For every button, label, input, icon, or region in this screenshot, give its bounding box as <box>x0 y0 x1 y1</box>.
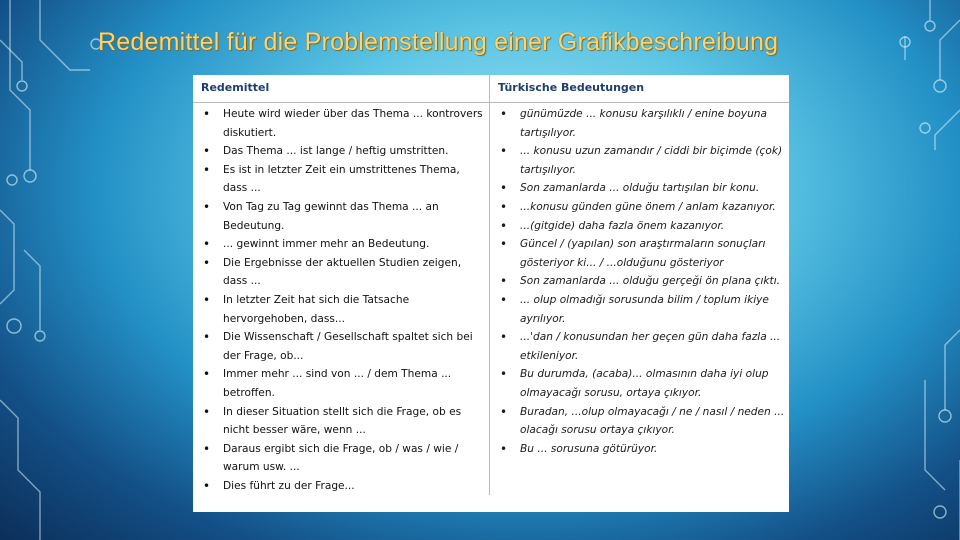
header-turkish-meanings: Türkische Bedeutungen <box>490 75 790 103</box>
list-item: • günümüzde ... konusu karşılıklı / enine boyuna tartışılıyor. <box>490 105 789 142</box>
list-item: • ...'dan / konusundan her geçen gün daha fazla ... etkileniyor. <box>490 328 789 365</box>
list-item: • In dieser Situation stellt sich die Frage, ob es nicht besser wäre, wenn ... <box>193 403 489 440</box>
list-item: • Son zamanlarda ... olduğu tartışılan bir konu. <box>490 179 789 198</box>
list-item: • Bu durumda, (acaba)... olmasının daha iyi olup olmayacağı sorusu, ortaya çıkıyor. <box>490 365 789 402</box>
phrase-table <box>193 75 789 512</box>
list-item: • Daraus ergibt sich die Frage, ob / was / wie / warum usw. ... <box>193 440 489 477</box>
table-body-row <box>193 103 789 496</box>
list-item: • ... konusu uzun zamandır / ciddi bir biçimde (çok) tartışılıyor. <box>490 142 789 179</box>
list-item: • Von Tag zu Tag gewinnt das Thema ... an Bedeutung. <box>193 198 489 235</box>
list-item: • Heute wird wieder über das Thema ... kontrovers diskutiert. <box>193 105 489 142</box>
redemittel-table <box>193 75 789 495</box>
list-item: • ... gewinnt immer mehr an Bedeutung. <box>193 235 489 254</box>
list-item: • Die Wissenschaft / Gesellschaft spaltet sich bei der Frage, ob... <box>193 328 489 365</box>
list-item: • Das Thema ... ist lange / heftig umstritten. <box>193 142 489 161</box>
list-item: • Son zamanlarda ... olduğu gerçeği ön plana çıktı. <box>490 272 789 291</box>
list-item: • Es ist in letzter Zeit ein umstrittenes Thema, dass ... <box>193 161 489 198</box>
turkish-list <box>490 103 789 458</box>
list-item: • Güncel / (yapılan) son araştırmaların sonuçları gösteriyor ki... / ...olduğunu gösteriyor <box>490 235 789 272</box>
list-item: • ... olup olmadığı sorusunda bilim / toplum ikiye ayrılıyor. <box>490 291 789 328</box>
table-header-row <box>193 75 789 103</box>
slide-title: Redemittel für die Problemstellung einer Grafikbeschreibung <box>98 28 779 56</box>
list-item: • In letzter Zeit hat sich die Tatsache hervorgehoben, dass... <box>193 291 489 328</box>
list-item: • Die Ergebnisse der aktuellen Studien zeigen, dass ... <box>193 254 489 291</box>
redemittel-column <box>193 103 490 496</box>
list-item: • Bu ... sorusuna götürüyor. <box>490 440 789 459</box>
list-item: • Dies führt zu der Frage... <box>193 477 489 496</box>
list-item: • ...(gitgide) daha fazla önem kazanıyor. <box>490 217 789 236</box>
list-item: • ...konusu günden güne önem / anlam kazanıyor. <box>490 198 789 217</box>
header-redemittel: Redemittel <box>193 75 490 103</box>
list-item: • Immer mehr ... sind von ... / dem Thema ... betroffen. <box>193 365 489 402</box>
list-item: • Buradan, ...olup olmayacağı / ne / nasıl / neden ... olacağı sorusu ortaya çıkıyor. <box>490 403 789 440</box>
redemittel-list <box>193 103 489 495</box>
turkish-column <box>490 103 790 496</box>
